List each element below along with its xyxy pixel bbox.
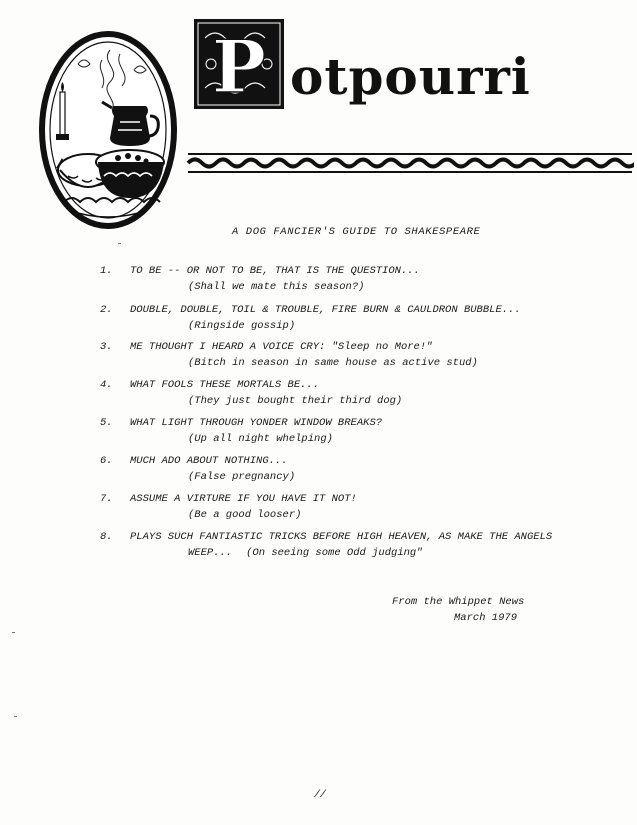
- source-date: March 1979: [454, 612, 518, 624]
- list-item: [100, 339, 478, 371]
- item-number: 3.: [100, 341, 113, 353]
- article-heading: A DOG FANCIER'S GUIDE TO SHAKESPEARE: [232, 226, 481, 238]
- item-comment: (They just bought their third dog): [188, 395, 403, 407]
- item-quote: WHAT FOOLS THESE MORTALS BE...: [130, 379, 320, 391]
- item-number: 4.: [100, 379, 113, 391]
- item-comment-lead: WEEP...: [188, 547, 233, 559]
- item-number: 1.: [100, 265, 113, 277]
- item-comment: [100, 545, 552, 561]
- item-number: 8.: [100, 531, 113, 543]
- page-mark: //: [314, 790, 327, 801]
- list-item: [100, 302, 521, 334]
- item-number: 6.: [100, 455, 113, 467]
- source-publication: From the Whippet News: [392, 596, 525, 608]
- item-quote: DOUBLE, DOUBLE, TOIL & TROUBLE, FIRE BURN & CAULDRON BUBBLE...: [130, 304, 521, 316]
- list-item: [100, 263, 600, 295]
- quote-list: [100, 263, 600, 559]
- masthead-title: otpourri: [290, 47, 531, 106]
- scan-speck: [12, 632, 15, 633]
- potpourri-emblem-illustration: [38, 30, 178, 230]
- list-item: [100, 377, 402, 409]
- drop-cap-letter: P: [211, 24, 267, 109]
- list-item: [100, 491, 357, 523]
- item-number: 7.: [100, 493, 113, 505]
- list-item: [100, 453, 295, 485]
- item-comment: (False pregnancy): [188, 471, 296, 483]
- item-quote: MUCH ADO ABOUT NOTHING...: [130, 455, 288, 467]
- ornamental-drop-cap: [193, 18, 285, 110]
- item-comment: (Shall we mate this season?): [188, 281, 365, 293]
- item-comment-tail: (On seeing some Odd judging": [246, 547, 423, 559]
- item-quote: WHAT LIGHT THROUGH YONDER WINDOW BREAKS?: [130, 417, 383, 429]
- item-comment: (Ringside gossip): [188, 320, 296, 332]
- scan-speck: [14, 716, 17, 717]
- item-quote: TO BE -- OR NOT TO BE, THAT IS THE QUESTION...: [130, 265, 420, 277]
- item-comment: (Up all night whelping): [188, 433, 333, 445]
- item-quote: ME THOUGHT I HEARD A VOICE CRY: "Sleep no More!": [130, 341, 433, 353]
- item-quote: PLAYS SUCH FANTIASTIC TRICKS BEFORE HIGH HEAVEN, AS MAKE THE ANGELS: [130, 531, 553, 543]
- source-credit: [392, 594, 524, 626]
- list-item: [100, 529, 552, 561]
- item-quote: ASSUME A VIRTURE IF YOU HAVE IT NOT!: [130, 493, 357, 505]
- item-comment: (Bitch in season in same house as active stud): [188, 357, 478, 369]
- scan-speck: [118, 243, 121, 244]
- list-item: [100, 415, 382, 447]
- item-comment: (Be a good looser): [188, 509, 302, 521]
- item-number: 2.: [100, 304, 113, 316]
- ornamental-divider-rule: [186, 150, 634, 176]
- item-number: 5.: [100, 417, 113, 429]
